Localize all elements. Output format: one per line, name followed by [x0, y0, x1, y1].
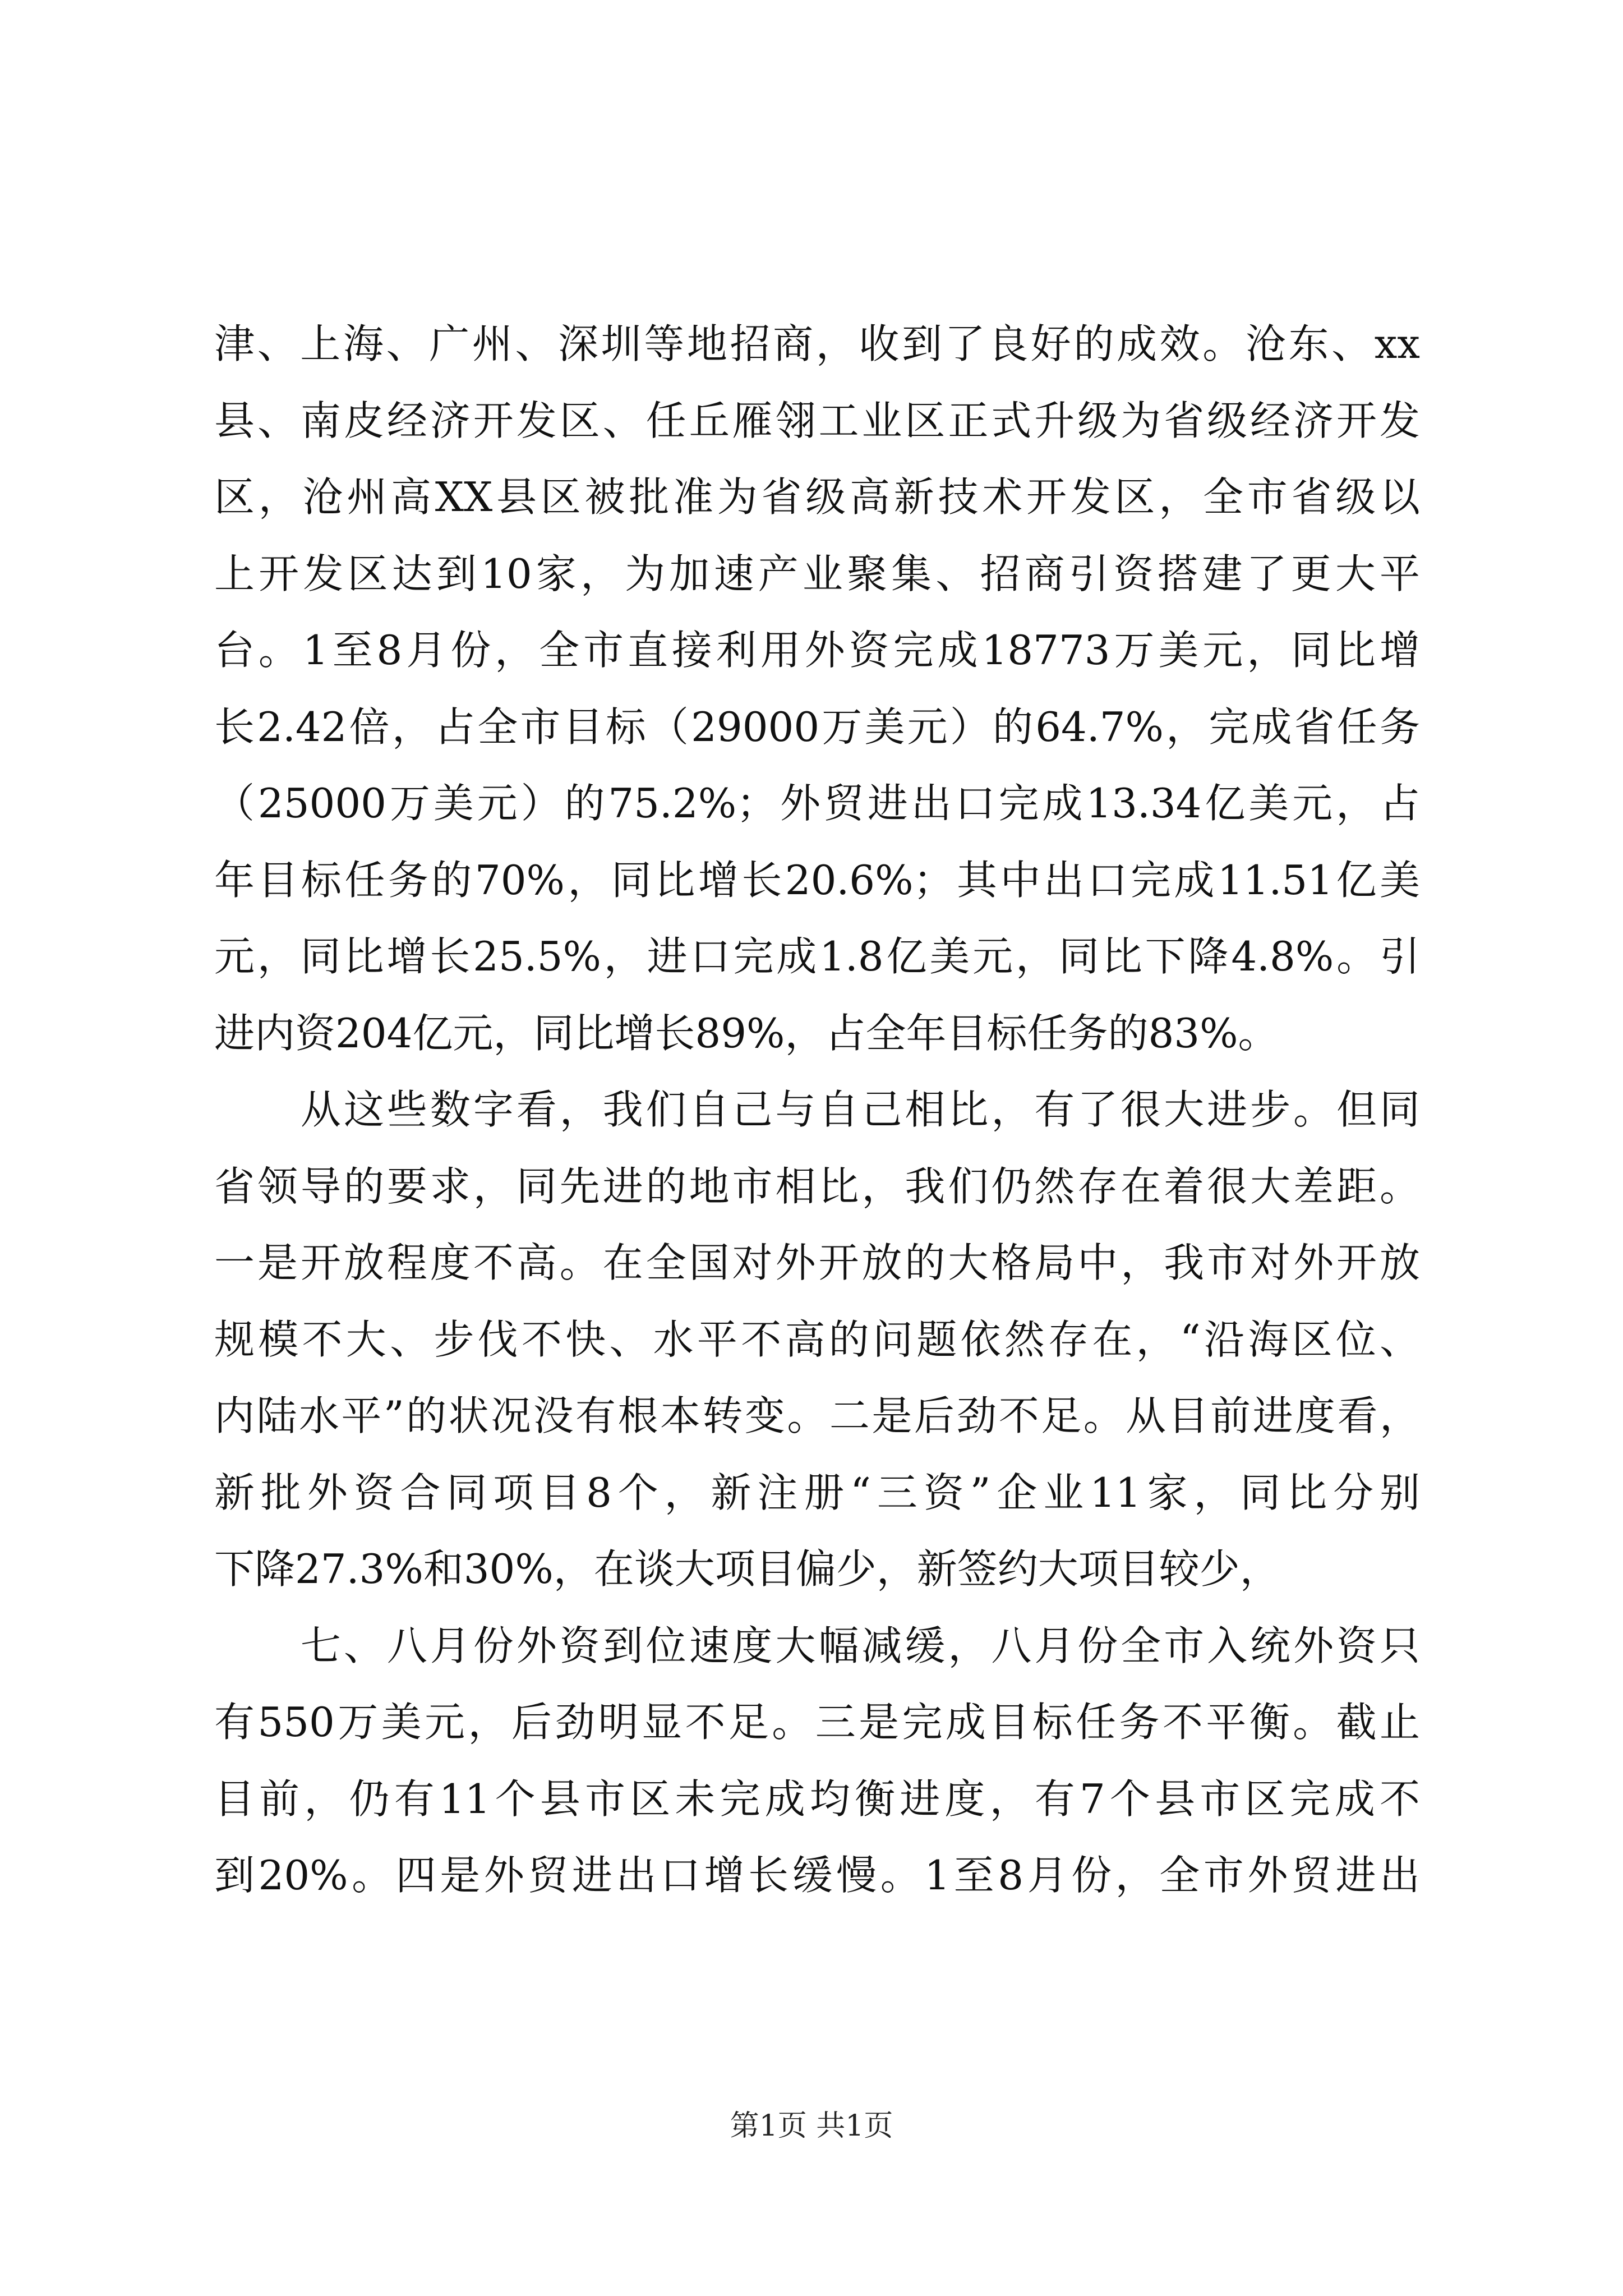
text-line: 新批外资合同项目8个，新注册“三资”企业11家，同比分别	[214, 1469, 1420, 1516]
text-line: 到20%。四是外贸进出口增长缓慢。1至8月份，全市外贸进出	[214, 1852, 1420, 1899]
text-line: 下降27.3%和30%，在谈大项目偏少，新签约大项目较少，	[214, 1545, 1280, 1593]
text-line: 有550万美元，后劲明显不足。三是完成目标任务不平衡。截止	[214, 1699, 1420, 1746]
text-line: 目前，仍有11个县市区未完成均衡进度，有7个县市区完成不	[214, 1775, 1420, 1823]
text-line: 台。1至8月份，全市直接利用外资完成18773万美元，同比增	[214, 627, 1420, 674]
text-line: 七、八月份外资到位速度大幅减缓，八月份全市入统外资只	[214, 1622, 1420, 1669]
text-line: 年目标任务的70%，同比增长20.6%；其中出口完成11.51亿美	[214, 856, 1420, 904]
text-line: 内陆水平”的状况没有根本转变。二是后劲不足。从目前进度看，	[214, 1392, 1420, 1439]
text-line: 区，沧州高XX县区被批准为省级高新技术开发区，全市省级以	[214, 473, 1420, 521]
text-line: 津、上海、广州、深圳等地招商，收到了良好的成效。沧东、xx	[214, 320, 1420, 367]
text-line: 省领导的要求，同先进的地市相比，我们仍然存在着很大差距。	[214, 1162, 1420, 1210]
text-line: 从这些数字看，我们自己与自己相比，有了很大进步。但同	[214, 1086, 1420, 1133]
text-line: 规模不大、步伐不快、水平不高的问题依然存在，“沿海区位、	[214, 1315, 1420, 1363]
text-line: 县、南皮经济开发区、任丘雁翎工业区正式升级为省级经济开发	[214, 397, 1420, 444]
text-line: 上开发区达到10家，为加速产业聚集、招商引资搭建了更大平	[214, 550, 1420, 597]
text-line: 一是开放程度不高。在全国对外开放的大格局中，我市对外开放	[214, 1239, 1420, 1286]
page-footer: 第1页 共1页	[730, 2109, 893, 2143]
text-line: 长2.42倍，占全市目标（29000万美元）的64.7%，完成省任务	[214, 703, 1420, 751]
text-line: 元，同比增长25.5%，进口完成1.8亿美元，同比下降4.8%。引	[214, 933, 1420, 980]
text-line: （25000万美元）的75.2%；外贸进出口完成13.34亿美元，占	[214, 780, 1420, 827]
document-body	[214, 306, 1420, 1914]
text-line: 进内资204亿元，同比增长89%，占全年目标任务的83%。	[214, 1009, 1279, 1057]
